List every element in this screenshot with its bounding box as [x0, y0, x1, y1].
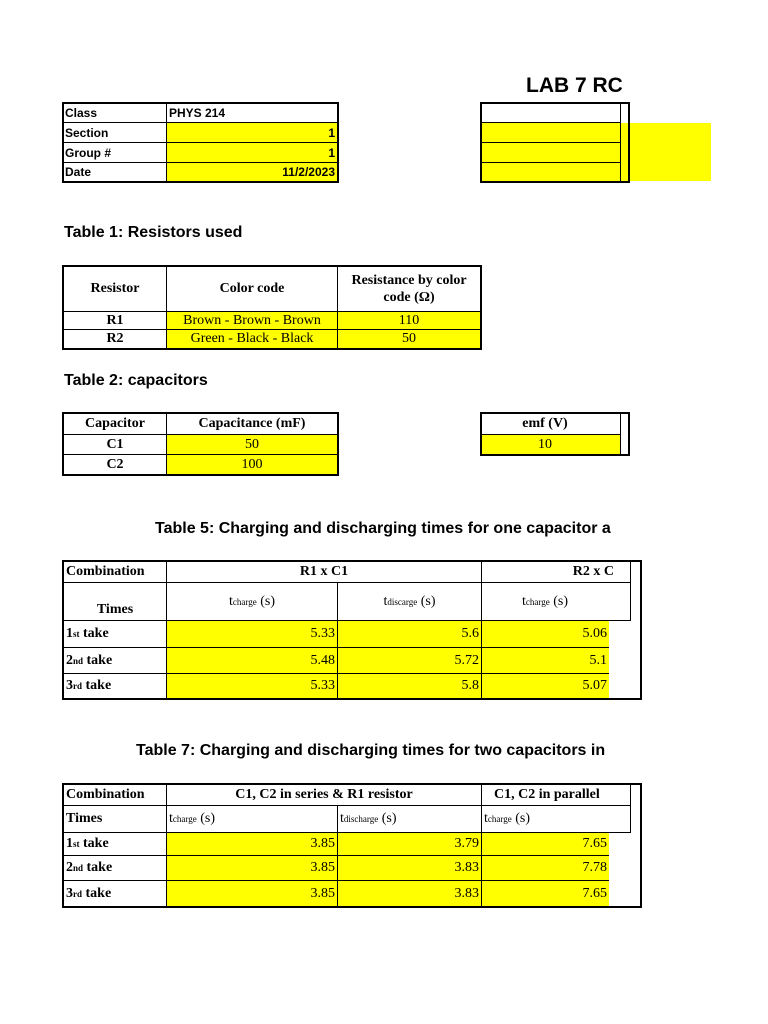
take-word: take	[85, 678, 112, 693]
t-symbol: t	[340, 811, 344, 826]
table5-group-r2c: R2 x C	[481, 561, 631, 583]
table5-row-label	[63, 620, 167, 648]
table1-cell-value[interactable]: 110	[337, 311, 481, 330]
table2-cell-value[interactable]: 50	[166, 434, 338, 455]
table2-cell-name: C2	[63, 454, 167, 475]
table7-cell[interactable]: 7.65	[481, 832, 609, 856]
discharge-subscript: discharge	[343, 814, 379, 824]
table5-header-tcharge-2	[481, 582, 631, 621]
take-suffix: rd	[73, 681, 82, 691]
table7-row-label	[63, 855, 167, 881]
class-value[interactable]: PHYS 214	[166, 103, 338, 123]
charge-subscript: charge	[525, 596, 550, 607]
table1-header-resistor: Resistor	[63, 266, 167, 312]
emf-label: emf (V)	[481, 413, 621, 435]
section-label: Section	[62, 122, 167, 143]
table7-group-series: C1, C2 in series & R1 resistor	[166, 784, 482, 806]
t-symbol: t	[383, 593, 388, 609]
unit-label: (s)	[553, 593, 568, 609]
table7-cell[interactable]: 3.79	[337, 832, 482, 856]
table1-caption: Table 1: Resistors used	[64, 224, 243, 241]
date-value[interactable]: 11/2/2023	[166, 162, 338, 182]
table5-combination-label: Combination	[63, 561, 167, 583]
take-word: take	[83, 836, 109, 851]
table5-group-r1c1: R1 x C1	[166, 561, 482, 583]
take-word: take	[83, 626, 109, 641]
table7-cell[interactable]: 7.65	[481, 880, 609, 907]
discharge-subscript: discarge	[387, 596, 418, 607]
t-symbol: t	[484, 811, 488, 826]
take-number: 2	[66, 860, 73, 875]
table2-header-capacitor: Capacitor	[63, 413, 167, 435]
table1-cell-name: R2	[63, 329, 167, 349]
table1-header-color: Color code	[166, 266, 338, 312]
t-symbol: t	[169, 811, 173, 826]
table7-row-label	[63, 880, 167, 907]
table5-cell[interactable]: 5.6	[337, 620, 482, 648]
table7-cell[interactable]: 3.85	[166, 832, 338, 856]
table7-times-label: Times	[63, 805, 167, 833]
page-title: LAB 7 RC	[526, 74, 623, 97]
charge-subscript: charge	[172, 814, 197, 824]
unit-label: (s)	[260, 593, 275, 609]
info-highlight-block	[609, 123, 711, 181]
emf-value[interactable]: 10	[481, 434, 621, 455]
take-word: take	[86, 860, 113, 875]
group-value[interactable]: 1	[166, 142, 338, 163]
take-suffix: rd	[73, 888, 82, 899]
table7-cell[interactable]: 3.83	[337, 855, 482, 881]
team-info-cell[interactable]	[481, 122, 621, 143]
table5-caption: Table 5: Charging and discharging times for one capacitor a	[155, 520, 611, 537]
table2-cell-value[interactable]: 100	[166, 454, 338, 475]
take-number: 1	[66, 626, 73, 641]
table1-cell-value[interactable]: 50	[337, 329, 481, 349]
table5-cell[interactable]: 5.1	[481, 647, 609, 674]
group-label: Group #	[62, 142, 167, 163]
team-info-cell[interactable]	[481, 103, 621, 123]
table7-caption: Table 7: Charging and discharging times for two capacitors in	[136, 742, 606, 759]
table5-cell[interactable]: 5.33	[166, 620, 338, 648]
table1-cell-color[interactable]: Brown - Brown - Brown	[166, 311, 338, 330]
take-suffix: st	[73, 839, 80, 849]
table7-group-parallel: C1, C2 in parallel	[481, 784, 631, 806]
table1-cell-name: R1	[63, 311, 167, 330]
table7-cell[interactable]: 3.85	[166, 855, 338, 881]
take-number: 2	[66, 652, 73, 668]
table5-cell[interactable]: 5.48	[166, 647, 338, 674]
table7-header-tcharge-2	[481, 805, 631, 833]
take-suffix: nd	[73, 655, 84, 666]
table5-row-label	[63, 647, 167, 674]
table7-header-tcharge	[166, 805, 338, 833]
charge-subscript: charge	[487, 814, 512, 824]
table2-caption: Table 2: capacitors	[64, 372, 208, 389]
table7-cell[interactable]: 3.83	[337, 880, 482, 907]
class-label: Class	[62, 103, 167, 123]
table7-cell[interactable]: 3.85	[166, 880, 338, 907]
table7-cell[interactable]: 7.78	[481, 855, 609, 881]
team-info-cell[interactable]	[481, 142, 621, 163]
take-suffix: nd	[73, 863, 84, 873]
unit-label: (s)	[200, 811, 215, 826]
table5-times-text: Times	[96, 602, 134, 617]
table5-cell[interactable]: 5.07	[481, 673, 609, 699]
section-value[interactable]: 1	[166, 122, 338, 143]
table5-cell[interactable]: 5.06	[481, 620, 609, 648]
take-word: take	[86, 652, 113, 668]
take-number: 3	[66, 885, 73, 901]
table1-cell-color[interactable]: Green - Black - Black	[166, 329, 338, 349]
table5-header-tdischarge	[337, 582, 482, 621]
table5-cell[interactable]: 5.8	[337, 673, 482, 699]
table5-header-tcharge	[166, 582, 338, 621]
table7-combination-label: Combination	[63, 784, 167, 806]
table2-cell-name: C1	[63, 434, 167, 455]
table1-header-resistance: Resistance by color code (Ω)	[337, 266, 481, 312]
take-suffix: st	[73, 629, 80, 639]
table5-row-label	[63, 673, 167, 699]
unit-label: (s)	[381, 811, 397, 826]
table7-row-label	[63, 832, 167, 856]
table5-cell[interactable]: 5.72	[337, 647, 482, 674]
take-number: 3	[66, 678, 73, 693]
charge-subscript: charge	[232, 596, 257, 607]
take-number: 1	[66, 836, 73, 851]
date-label: Date	[62, 162, 167, 182]
t-symbol: t	[229, 593, 233, 609]
table5-cell[interactable]: 5.33	[166, 673, 338, 699]
take-word: take	[85, 885, 112, 901]
team-info-cell[interactable]	[481, 162, 621, 182]
t-symbol: t	[522, 593, 526, 609]
table2-header-capacitance: Capacitance (mF)	[166, 413, 338, 435]
unit-label: (s)	[515, 811, 530, 826]
unit-label: (s)	[420, 593, 436, 609]
table7-header-tdischarge	[337, 805, 482, 833]
table5-times-label	[63, 582, 167, 621]
